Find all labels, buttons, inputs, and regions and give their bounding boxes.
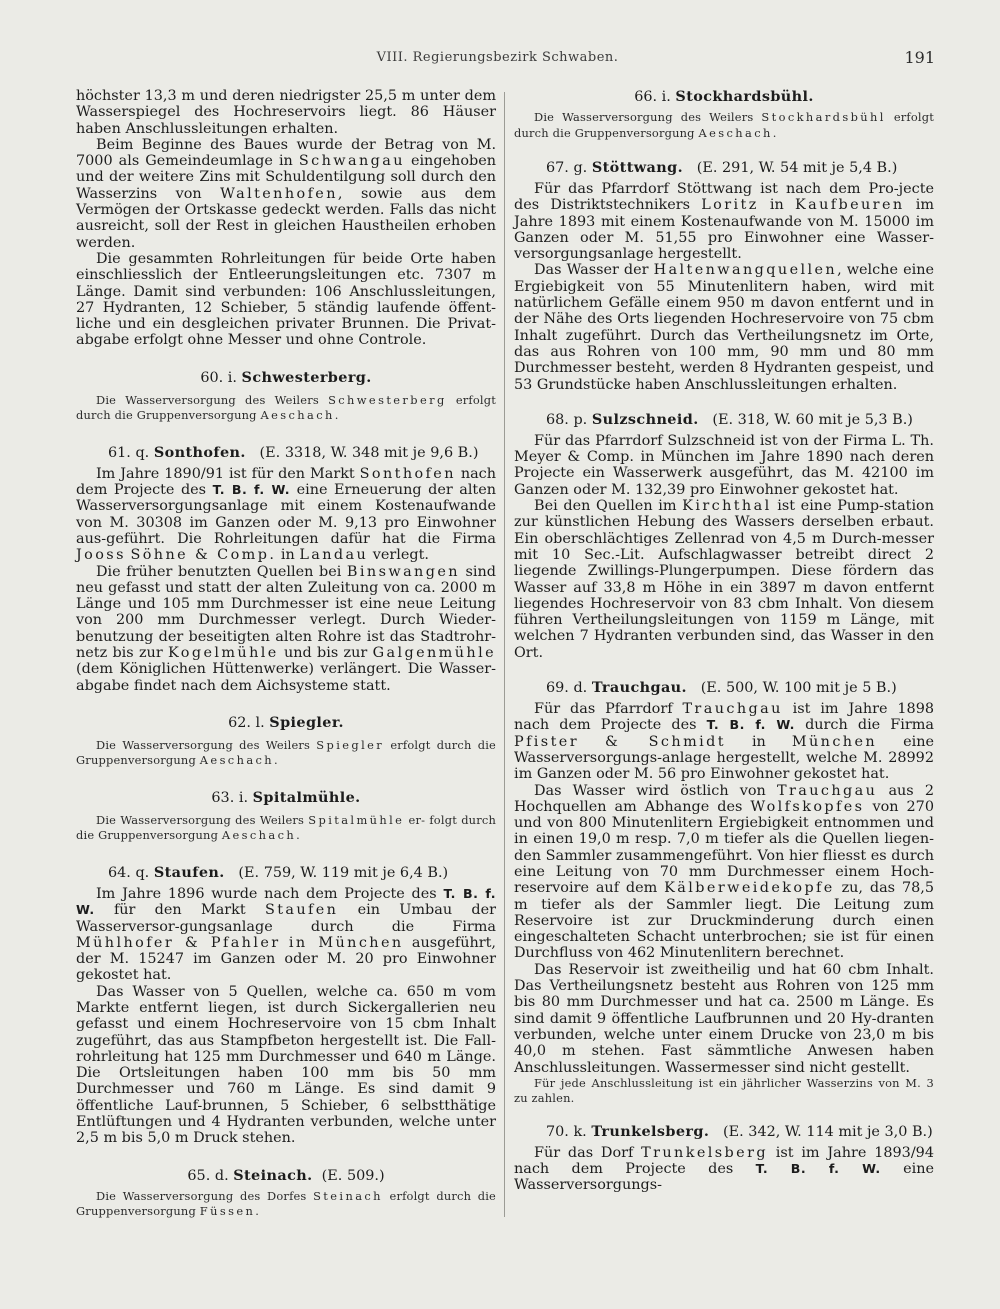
text-run: benutzung der beseitigten alten Rohre ist das Stadtrohr- xyxy=(76,628,496,645)
text-run: Die gesammten Rohrleitungen für beide Orte haben xyxy=(96,250,496,267)
text-run: von 270 xyxy=(864,798,934,815)
section-heading-69 xyxy=(514,679,934,697)
text-run: Bei den Quellen im xyxy=(534,498,683,515)
paragraph xyxy=(514,262,934,392)
text-run: Spiegler. xyxy=(269,713,344,731)
text-run: einschliesslich der Entleerungsleitungen etc. 7307 m xyxy=(76,267,496,284)
paragraph xyxy=(76,466,496,564)
text-run: eine Ergiebigkeit von 55 Minutenlitern haben, wird mit xyxy=(514,262,934,295)
text-run: versorgungsanlage hergestellt. xyxy=(514,246,742,263)
text-run: liegendes Hochreservoir von 83 cbm Inhalt. Von diesem xyxy=(514,595,934,612)
text-run: M. 7000 als Gemeindeumlage in xyxy=(76,136,497,170)
text-run: in München xyxy=(288,934,404,951)
text-run: 70. k. xyxy=(546,1123,587,1140)
text-run: Trauchgau xyxy=(682,701,783,718)
text-run: Leitung von 200 mm Durchmesser verlegt. Durch Wieder- xyxy=(76,596,496,629)
text-run: 27 Hydranten, 12 Schieber, 5 ständig laufende öffent- xyxy=(76,299,496,316)
section-note: Die Wasserversorgung des Weilers Spiegler erfolgt durch die Gruppenversorgung Aeschach. xyxy=(76,737,496,768)
text-run: Trunkelsberg. xyxy=(591,1122,710,1140)
text-run: M. 42100 im Ganzen oder M. 132,39 pro Einwohner xyxy=(514,465,934,498)
text-run: alten Wasserversorgungsanlage mit einem Kostenaufwande xyxy=(76,482,496,515)
paragraph xyxy=(76,984,496,1147)
text-run: Anschlussleitungen erhalten. xyxy=(125,120,339,137)
text-run: (E. 509.) xyxy=(321,1167,385,1184)
text-run: Staufen. xyxy=(153,863,225,881)
text-run: zugeführt, das aus Stampfbeton hergestellt ist. Die Fall- xyxy=(76,1032,496,1049)
text-run: T. B. f. W. xyxy=(76,885,496,918)
text-run: erfolgt durch die Gruppenversorgung xyxy=(514,110,934,140)
text-run: nach dem Projecte des xyxy=(514,1161,756,1178)
text-run: Kogelmühle xyxy=(168,645,279,662)
text-run: Steinach. xyxy=(233,1166,313,1184)
paragraph xyxy=(514,498,934,661)
text-run: Die Wasserversorgung des Weilers xyxy=(96,737,317,752)
text-run: welchen 7 Hydranten verbunden sind, das Wasser in xyxy=(514,628,902,645)
text-run: und von 800 Minutenlitern Ergiebigkeit entnommen und xyxy=(514,815,934,832)
text-run: Binswangen xyxy=(346,563,460,580)
text-run: Für das Pfarrdorf xyxy=(534,701,683,718)
text-run: durch die Firma xyxy=(794,717,934,734)
text-run: Trauchgau. xyxy=(591,679,687,697)
text-run: Schwesterberg xyxy=(328,392,447,407)
text-run: der Ortskasse gedeckt werden. Falls das nicht ausreicht, xyxy=(76,202,496,235)
text-run: nach deren Projecte ein Wasserwerk ausgeführt, das xyxy=(514,449,934,482)
text-run: geführt. Die Rohrleitungen dafür hat die Firma xyxy=(106,530,496,547)
text-run: ausgeführt, der M. 15247 im Ganzen oder xyxy=(76,934,496,968)
text-run: Orte, das aus Rohren von 100 mm, 90 mm und 80 mm xyxy=(514,327,934,360)
text-run: nach dem Projecte des xyxy=(514,717,707,734)
text-run: messer mit 10 Sec.-Lit. Aufschlagwasser betreibt direct xyxy=(514,530,934,563)
text-run: brunnen, 5 Schieber, 6 selbstthätige Entlüftungen und xyxy=(76,1097,496,1131)
text-run: Staufen xyxy=(264,902,339,919)
text-run: reservoire auf dem xyxy=(514,880,665,897)
text-run: M. 56 pro Einwohner gekostet hat. xyxy=(633,766,890,783)
section-note: Die Wasserversorgung des Dorfes Steinach erfolgt durch die Gruppenversorgung Füssen. xyxy=(76,1188,497,1219)
section-heading-60 xyxy=(76,369,496,387)
text-run: L. Th. Meyer & Comp. in München im Jahre 1890 xyxy=(514,432,934,466)
text-run: von M. 3 zu zahlen. xyxy=(514,1075,934,1106)
text-run: M. 20 pro Einwohner gekostet hat. xyxy=(76,951,497,984)
text-run: Steinach xyxy=(313,1188,383,1203)
text-run: Die früher benutzten Quellen bei xyxy=(96,563,347,580)
text-run: abgabe erfolgt ohne Messer und ohne Controle. xyxy=(76,332,427,349)
text-run: den Sammler zusammengeführt. Von hier fliesst es durch xyxy=(514,847,934,864)
section-heading-63 xyxy=(76,789,496,807)
text-run: Spiegler xyxy=(316,737,385,752)
text-run: Die Wasserversorgung des Dorfes xyxy=(96,1188,314,1203)
text-run: Das Wasser der xyxy=(534,262,654,279)
section-heading-66 xyxy=(514,88,934,106)
paragraph xyxy=(514,1145,934,1194)
text-run: Kirchthal xyxy=(682,498,772,515)
text-run: Landau xyxy=(299,547,369,564)
text-run: Die Wasserversorgung des Weilers xyxy=(96,812,309,827)
text-run: Druck stehen. xyxy=(193,1130,296,1147)
text-run: 75 cbm Inhalt zugeführt. Durch das Vertheilungsnetz im xyxy=(514,311,934,344)
paragraph-continuation xyxy=(76,88,496,137)
paragraph xyxy=(514,962,934,1076)
text-run: Schacht unterbrochen; sie ist für einen Durchfluss von xyxy=(514,929,934,962)
text-run: Waltenhofen xyxy=(220,185,338,202)
paragraph xyxy=(76,137,496,251)
paragraph xyxy=(76,251,496,349)
text-run: 64. q. xyxy=(108,864,150,881)
section-note: Die Wasserversorgung des Weilers Schwesterberg erfolgt durch die Gruppenversorgung Aeschach. xyxy=(76,392,496,423)
text-run: den Ort. xyxy=(514,628,934,661)
text-run: Galgenmühle xyxy=(372,645,496,662)
section-note xyxy=(514,1076,934,1107)
text-run: Stockhardsbühl xyxy=(761,110,886,124)
text-run: und 760 m Länge. Es sind damit 9 öffentliche Lauf- xyxy=(76,1081,496,1114)
text-run: erfolgt xyxy=(384,737,431,752)
text-run: Beim Beginne des Baues wurde der Betrag von xyxy=(96,136,469,153)
text-run: Für das Pfarrdorf Stöttwang ist nach dem Pro- xyxy=(534,181,899,197)
text-run: für den Markt xyxy=(113,902,265,919)
text-run: Haltenwangquellen xyxy=(653,262,838,279)
text-run: Wolfskopfes xyxy=(750,798,865,815)
text-run: Pfister xyxy=(514,733,579,750)
text-run: Es sind damit 9 öffentliche Laufbrunnen und 20 Hy- xyxy=(514,994,934,1027)
text-run: , welche xyxy=(837,262,899,279)
paragraph xyxy=(76,886,496,984)
text-run: Stöttwang. xyxy=(591,159,684,176)
text-run: im Jahre 1893 mit einem Kostenaufwande von M. 15000 xyxy=(514,197,934,230)
text-run: Wasser auf 33,8 m Höhe in ein 3897 m davon entfernt xyxy=(514,579,934,596)
section-heading-65 xyxy=(76,1167,496,1185)
text-run: 69. d. xyxy=(546,680,588,697)
text-run: Aeschach xyxy=(698,125,773,140)
text-run: jecte des Distriktstechnikers xyxy=(514,181,934,214)
text-run: , sowie aus dem Vermögen xyxy=(76,185,496,219)
text-run: (E. 318, W. 60 mit je 5,3 B.) xyxy=(712,411,913,428)
text-run: Sonthofen. xyxy=(153,443,246,461)
text-run: Stockhardsbühl. xyxy=(675,88,814,105)
text-run: Trunkelsberg xyxy=(641,1144,768,1161)
text-run: Die Ortsleitungen haben 100 mm bis 50 mm Durchmesser xyxy=(76,1065,496,1098)
text-run: Söhne & Comp. xyxy=(130,547,277,564)
text-run: & Schmidt xyxy=(605,733,726,750)
text-run: 4 Hydranten verbunden, welche unter 2,5 m bis 5,0 m xyxy=(76,1114,496,1147)
text-run: natürlichem Gefälle einem 950 m davon entfernt und xyxy=(514,295,914,312)
text-run: Für jede Anschlussleitung ist ein jährlicher Wasserzins xyxy=(534,1075,873,1090)
paragraph xyxy=(514,433,934,498)
text-run: München xyxy=(791,733,878,750)
text-run: 2 Hochquellen am Abhange des xyxy=(514,782,934,815)
section-heading-62 xyxy=(76,714,496,732)
section-note: Die Wasserversorgung des Weilers Stockhardsbühl erfolgt durch die Gruppenversorgung Aeschach. xyxy=(514,110,934,140)
text-run: bis 80 mm Durchmesser und hat ca. 2500 m Länge. xyxy=(514,994,910,1011)
text-run: von M. 30308 im Ganzen oder M. 9,13 pro Einwohner aus- xyxy=(76,514,496,547)
text-run: in xyxy=(725,733,792,750)
text-run: eine Leitung von 70 mm Durchmesser einem Hoch- xyxy=(514,863,934,880)
right-column xyxy=(514,88,934,1194)
text-run: 23,0 m bis 40,0 m stehen. Fast sämmtliche Anwesen haben xyxy=(514,1026,934,1060)
text-run: Jooss xyxy=(76,547,126,564)
text-run: 66. i. xyxy=(634,89,671,105)
text-run: Die Wasserversorgung des Weilers xyxy=(96,392,329,407)
text-run: ist eine Pump- xyxy=(771,498,884,515)
text-run: Im Jahre 1896 wurde nach dem Projecte des xyxy=(96,885,444,902)
text-run: Aeschach xyxy=(260,408,335,423)
text-run: Loritz xyxy=(701,197,759,214)
text-run: Wasserspiegel des Hochreservoirs liegt. 86 Häuser haben xyxy=(76,104,496,137)
text-run: ist im Jahre 1893/94 xyxy=(767,1144,934,1161)
text-run: anlage hergestellt, welche M. 28992 im Ganzen oder xyxy=(514,749,934,783)
text-run: (E. 342, W. 114 mit je 3,0 B.) xyxy=(723,1123,933,1140)
text-run: Kaufbeuren xyxy=(794,197,905,214)
text-run: er- xyxy=(404,812,426,827)
text-run: durch die Gruppenversorgung xyxy=(76,737,496,768)
text-run: 462 Minutenlitern berechnet. xyxy=(627,945,845,962)
text-run: Mühlhofer & Pfahler xyxy=(76,934,281,951)
text-run: eine Wasserversorgungs- xyxy=(514,1161,934,1194)
text-run: in xyxy=(758,197,795,214)
text-run: Markte entfernt liegen, ist durch Sickergallerien neu xyxy=(76,999,496,1016)
text-run: (E. 759, W. 119 mit je 6,4 B.) xyxy=(238,864,449,881)
text-run: im Ganzen oder M. 51,55 pro Einwohner eine Wasser- xyxy=(514,213,934,246)
text-run: und bis zur xyxy=(278,645,373,662)
text-run: Sonthofen xyxy=(359,465,456,482)
section-heading-64 xyxy=(76,864,496,882)
text-run: erfolgt xyxy=(382,1188,430,1203)
paragraph xyxy=(514,783,934,962)
text-run: (E. 3318, W. 348 mit je 9,6 B.) xyxy=(259,444,479,461)
text-run: Die Wasserversorgung des Weilers xyxy=(534,110,762,124)
text-run: erfolgt durch die Gruppenversorgung xyxy=(76,392,496,423)
text-run: Spitalmühle xyxy=(308,812,405,827)
text-run: aus xyxy=(877,782,914,799)
text-run: durch die Gruppenversorgung xyxy=(76,1188,497,1219)
text-run: Für das Dorf xyxy=(534,1144,642,1161)
section-heading-70 xyxy=(514,1123,934,1141)
text-run: tiefer als der Sammler liegt. Die Leitung zum Reservoire xyxy=(514,896,935,929)
running-head: VIII. Regierungsbezirk Schwaben. xyxy=(376,50,619,65)
text-run: Das Reservoir ist zweitheilig und hat 60 cbm Inhalt. xyxy=(534,961,934,978)
text-run: 62. l. xyxy=(228,714,265,731)
text-run: in der Nähe des Orts liegenden Hochreservoire von xyxy=(514,295,934,328)
section-note: Die Wasserversorgung des Weilers Spitalmühle er- folgt durch die Gruppenversorgung Aeschach. xyxy=(76,812,496,843)
text-run: Das Wasser wird östlich von xyxy=(534,782,777,799)
text-run: verlegt. xyxy=(368,547,429,564)
section-heading-68 xyxy=(514,411,934,429)
text-run: T. B. f. W. xyxy=(212,482,291,498)
text-run: T. B. f. W. xyxy=(755,1161,881,1177)
text-run: Das Vertheilungsnetz besteht aus Rohren von 125 mm xyxy=(514,978,934,995)
text-run: ist zur Druckminderung durch einen eingeschalteten xyxy=(514,912,935,946)
text-run: gefasst und einem Hochreservoire von 15 cbm Inhalt xyxy=(76,1016,496,1033)
text-run: (dem Königlichen Hüttenwerke) verlängert. Die Wasser- xyxy=(76,661,496,678)
text-run: soll der Rest in gleichen Haustheilen erhoben werden. xyxy=(76,218,496,251)
text-run: abgabe findet nach dem Aichsysteme statt. xyxy=(76,677,391,694)
text-run: sind neu gefasst und statt der alten Zuleitung von ca. xyxy=(76,563,496,596)
text-run: nach dem Projecte des xyxy=(76,465,496,499)
text-run: 65. d. xyxy=(187,1167,229,1184)
text-run: zu, das 78,5 m xyxy=(514,880,934,913)
text-run: Trauchgau xyxy=(776,782,878,799)
text-run: Anschlussleitungen. Wassermesser sind nicht gestellt. xyxy=(514,1059,910,1076)
paragraph xyxy=(76,564,496,694)
text-run: Länge. Damit sind verbunden: 106 Anschlussleitungen, xyxy=(76,283,496,300)
text-run: eingehoben xyxy=(404,153,496,170)
text-run: 63. i. xyxy=(211,789,249,806)
text-run: station zur künstlichen Hebung des Wassers derselben xyxy=(514,498,934,531)
text-run: 53 Grundstücke haben Anschlussleitungen erhalten. xyxy=(514,376,898,393)
text-run: Im Jahre 1890/91 ist für den Markt xyxy=(96,465,360,482)
text-run: eine Wasserversorgungs- xyxy=(514,733,935,766)
text-run: Füssen xyxy=(199,1204,256,1219)
paragraph xyxy=(514,701,934,782)
text-run: und der weitere Zins mit Schuldentilgung soll durch den xyxy=(76,169,496,186)
text-run: gekostet hat. xyxy=(803,481,899,498)
text-run: 2000 m Länge und 105 mm Durchmesser ist eine neue xyxy=(76,579,496,613)
text-run: Das Wasser von 5 Quellen, welche ca. 650 m vom xyxy=(96,983,496,1000)
text-run: führen Vertheilungsleitungen von 1159 m Länge, mit xyxy=(514,612,934,629)
left-column xyxy=(76,88,496,1220)
text-run: 61. q. xyxy=(108,444,150,461)
text-run: Für das Pfarrdorf Sulzschneid ist von der Firma xyxy=(534,432,887,449)
text-run: dranten verbunden, welche unter einem Drucke von xyxy=(514,1010,934,1043)
page-number: 191 xyxy=(904,48,935,67)
text-run: ein Umbau der Wasserversor- xyxy=(76,902,496,935)
text-run: 60. i. xyxy=(200,369,237,386)
text-run: 2 liegende Zwillings-Plungerpumpen. Diese fördern das xyxy=(514,546,934,580)
text-run: netz bis zur xyxy=(76,645,169,662)
text-run: eine Erneuerung der xyxy=(290,482,453,499)
text-run: folgt durch die Gruppenversorgung xyxy=(76,812,496,843)
text-run: T. B. f. W. xyxy=(706,717,795,733)
text-run: Aeschach xyxy=(221,828,297,843)
section-heading-67 xyxy=(514,159,934,177)
text-run: in einen 19,0 m resp. 7,0 m tiefer als die Quellen liegen- xyxy=(514,831,934,848)
text-run: 67. g. xyxy=(546,160,588,176)
column-divider xyxy=(504,92,505,1217)
text-run: Schwangau xyxy=(298,153,405,170)
text-run: höchster 13,3 m und deren niedrigster 25,5 m unter dem xyxy=(76,88,496,104)
text-run: Sulzschneid. xyxy=(591,410,699,428)
text-run: 68. p. xyxy=(546,411,588,428)
text-run: gungsanlage durch die Firma xyxy=(179,918,496,935)
text-run: Spitalmühle. xyxy=(252,788,361,806)
page-header xyxy=(60,50,935,74)
paragraph xyxy=(514,181,934,262)
text-run: Wasserzins von xyxy=(76,185,221,202)
text-run: in xyxy=(276,547,300,564)
text-run: ist im Jahre 1898 xyxy=(782,701,935,718)
text-run: erbaut. Ein oberschlächtiges Zellenrad von 4,5 m Durch- xyxy=(514,514,934,547)
text-run: Durchmesser besteht, werden 8 Hydranten gespeist, und xyxy=(514,360,934,377)
text-run: (E. 291, W. 54 mit je 5,4 B.) xyxy=(696,160,898,176)
text-run: rohrleitung hat 125 mm Durchmesser und 640 m Länge. xyxy=(76,1048,496,1065)
text-run: (E. 500, W. 100 mit je 5 B.) xyxy=(700,680,897,697)
section-heading-61 xyxy=(76,444,496,462)
text-run: Aeschach xyxy=(199,753,275,768)
text-run: Schwesterberg. xyxy=(241,368,372,386)
text-run: Kälberweidekopfe xyxy=(664,880,835,897)
text-run: liche und ein desgleichen privater Brunnen. Die Privat- xyxy=(76,316,496,333)
